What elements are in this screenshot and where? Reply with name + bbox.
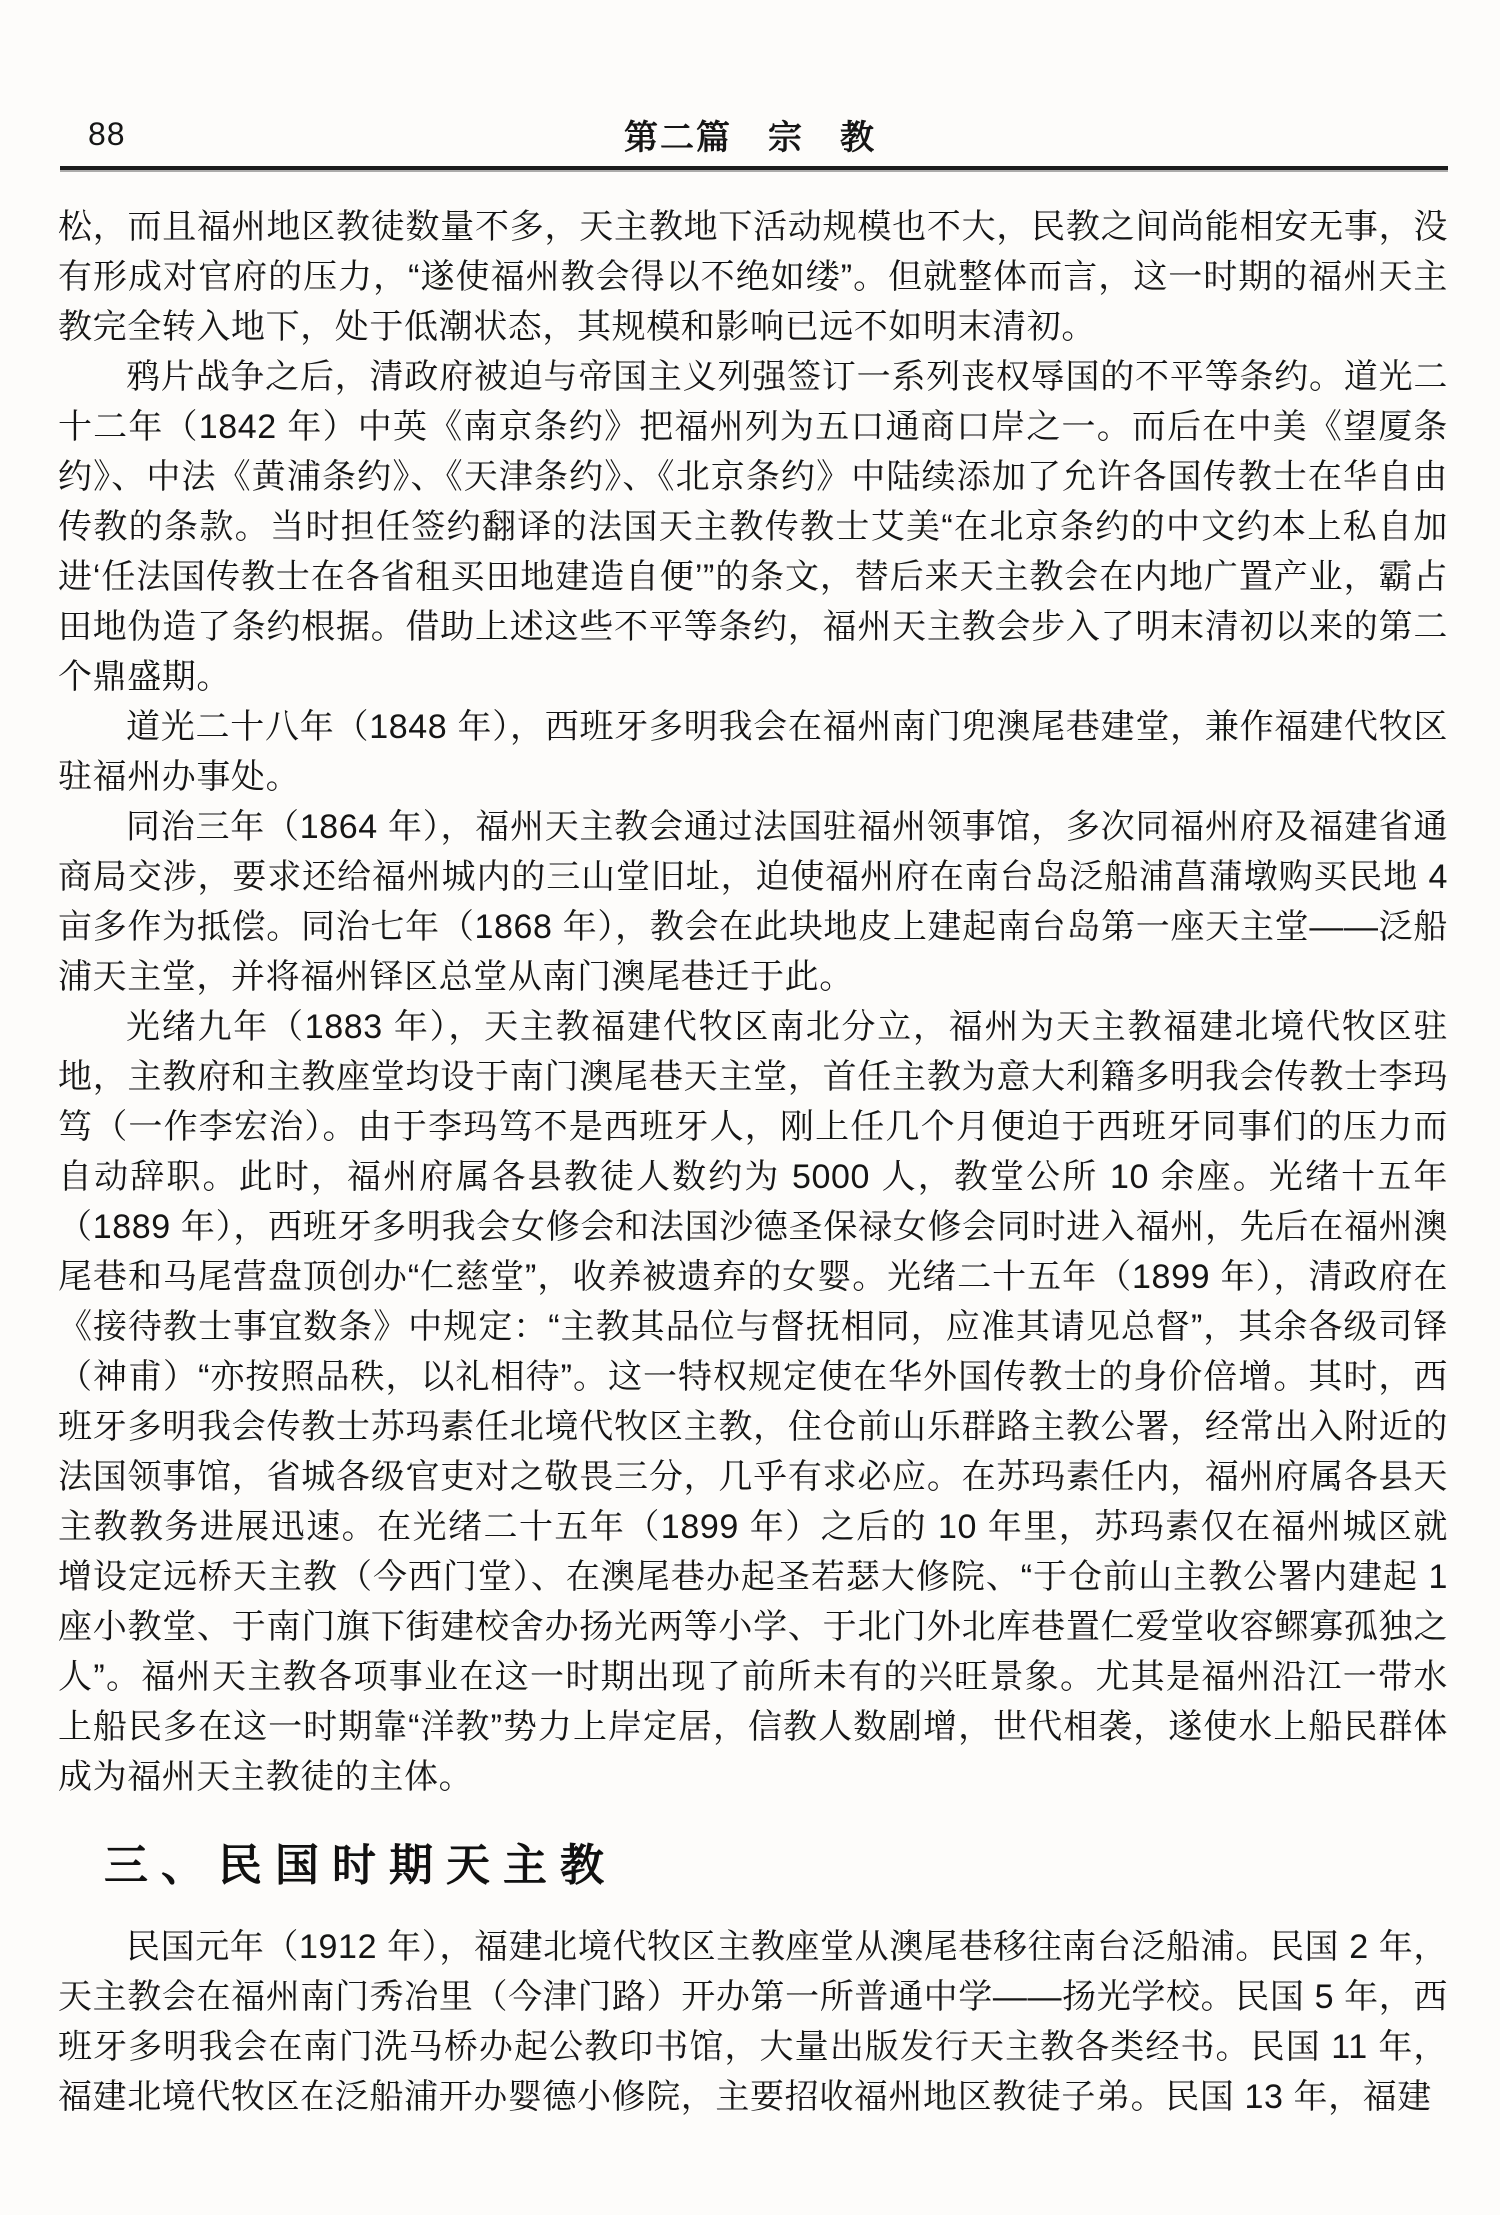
body-paragraph: 民国元年（1912 年），福建北境代牧区主教座堂从澳尾巷移往南台泛船浦。民国 2 年，天主教会在福州南门秀冶里（今津门路）开办第一所普通中学——扬光学校。民国 5 年，西班牙多明我会在南门洗马桥办起公教印书馆，大量出版发行天主教各类经书。民国 11 年，福建北境代牧区在泛船浦开办婴德小修院，主要招收福州地区教徒子弟。民国 13 年，福建: [58, 1928, 1448, 2116]
body-paragraph: 道光二十八年（1848 年），西班牙多明我会在福州南门兜澳尾巷建堂，兼作福建代牧区驻福州办事处。: [58, 708, 1448, 796]
body-paragraph: 光绪九年（1883 年），天主教福建代牧区南北分立，福州为天主教福建北境代牧区驻地，主教府和主教座堂均设于南门澳尾巷天主堂，首任主教为意大利籍多明我会传教士李玛笃（一作李宏治）。由于李玛笃不是西班牙人，刚上任几个月便迫于西班牙同事们的压力而自动辞职。此时，福州府属各县教徒人数约为 5000 人，教堂公所 10 余座。光绪十五年（1889 年），西班牙多明我会女修会和法国沙德圣保禄女修会同时进入福州，先后在福州澳尾巷和马尾营盘顶创办“仁慈堂”，收养被遗弃的女婴。光绪二十五年（1899 年），清政府在《接待教士事宜数条》中规定：“主教其品位与督抚相同，应准其请见总督”，其余各级司铎（神甫）“亦按照品秩，以礼相待”。这一特权规定使在华外国传教士的身价倍增。其时，西班牙多明我会传教士苏玛素任北境代牧区主教，住仓前山乐群路主教公署，经常出入附近的法国领事馆，省城各级官吏对之敬畏三分，几乎有求必应。在苏玛素任内，福州府属各县天主教教务进展迅速。在光绪二十五年（1899 年）之后的 10 年里，苏玛素仅在福州城区就增设定远桥天主教（今西门堂）、在澳尾巷办起圣若瑟大修院、“于仓前山主教公署内建起 1 座小教堂、于南门旗下街建校舍办扬光两等小学、于北门外北库巷置仁爱堂收容鳏寡孤独之人”。福州天主教各项事业在这一时期出现了前所未有的兴旺景象。尤其是福州沿江一带水上船民多在这一时期靠“洋教”势力上岸定居，信教人数剧增，世代相袭，遂使水上船民群体成为福州天主教徒的主体。: [58, 1008, 1448, 1796]
section-heading: 三、民国时期天主教: [104, 1841, 617, 1890]
page-number: 88: [88, 116, 126, 152]
body-paragraph: 松，而且福州地区教徒数量不多，天主教地下活动规模也不大，民教之间尚能相安无事，没有形成对官府的压力，“遂使福州教会得以不绝如缕”。但就整体而言，这一时期的福州天主教完全转入地下，处于低潮状态，其规模和影响已远不如明末清初。: [58, 208, 1448, 346]
body-paragraph: 同治三年（1864 年），福州天主教会通过法国驻福州领事馆，多次同福州府及福建省通商局交涉，要求还给福州城内的三山堂旧址，迫使福州府在南台岛泛船浦菖蒲墩购买民地 4 亩多作为抵偿。同治七年（1868 年），教会在此块地皮上建起南台岛第一座天主堂——泛船浦天主堂，并将福州铎区总堂从南门澳尾巷迁于此。: [58, 808, 1448, 996]
chapter-title: 第二篇 宗 教: [624, 119, 876, 157]
page-body: [58, 202, 1448, 2122]
header-rule: [60, 166, 1448, 170]
running-header: [0, 110, 1500, 158]
body-paragraph: 鸦片战争之后，清政府被迫与帝国主义列强签订一系列丧权辱国的不平等条约。道光二十二年（1842 年）中英《南京条约》把福州列为五口通商口岸之一。而后在中美《望厦条约》、中法《黄浦条约》、《天津条约》、《北京条约》中陆续添加了允许各国传教士在华自由传教的条款。当时担任签约翻译的法国天主教传教士艾美“在北京条约的中文约本上私自加进‘任法国传教士在各省租买田地建造自便’”的条文，替后来天主教会在内地广置产业，霸占田地伪造了条约根据。借助上述这些不平等条约，福州天主教会步入了明末清初以来的第二个鼎盛期。: [58, 358, 1448, 696]
